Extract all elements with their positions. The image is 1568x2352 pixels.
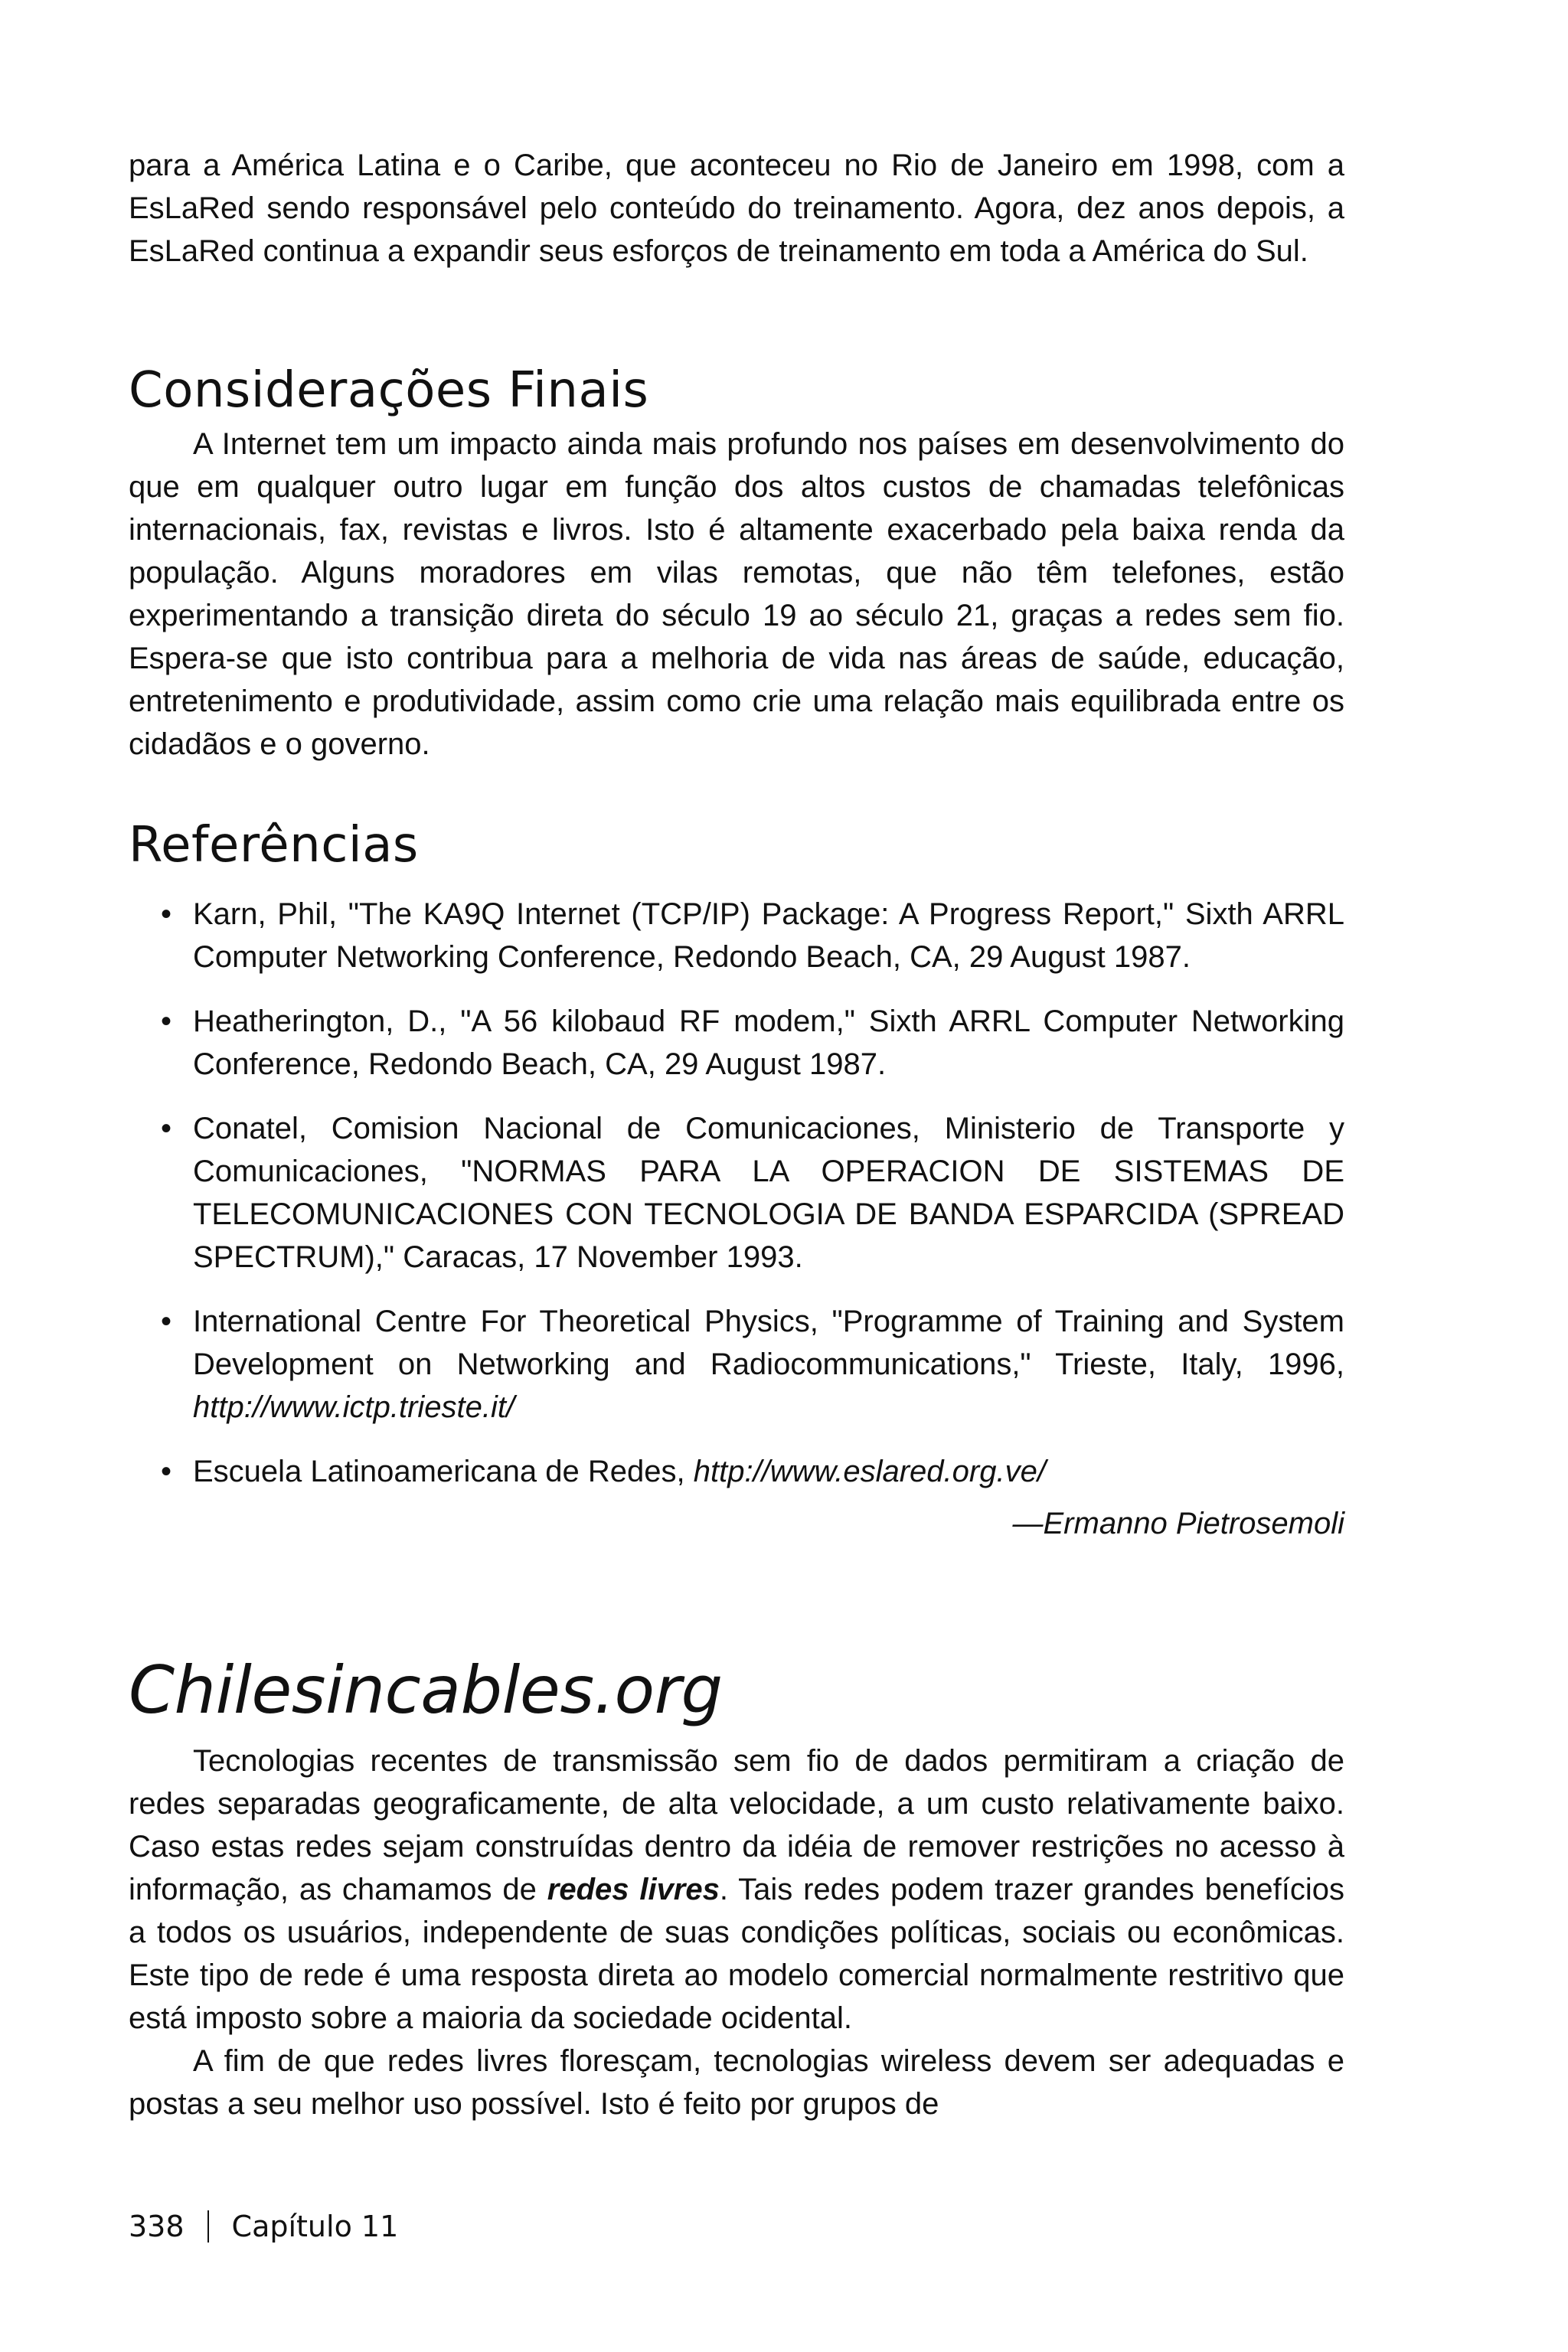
intro-section [129,144,1344,273]
bullet-icon: • [161,1455,172,1488]
reference-url: http://www.ictp.trieste.it/ [193,1390,515,1424]
reference-text: Escuela Latinoamericana de Redes, [193,1455,694,1488]
paragraph-text: Tecnologias recentes de transmissão sem fio de dados permitiram a criação de redes separadas geograficamente, de alta velocidade, a um custo relativamente baixo. Caso estas redes sejam construídas dentro da idéia de remover restrições no acesso à informação, as chamamos de [129,1744,1344,1906]
final-considerations-paragraph: A Internet tem um impacto ainda mais profundo nos países em desenvolvimento do que em qualquer outro lugar em função dos altos custos de chamadas telefônicas internacionais, fax, revistas e livros. Isto é altamente exacerbado pela baixa renda da população. Alguns moradores em vilas remotas, que não têm telefones, estão experimentando a transição direta do século 19 ao século 21, graças a redes sem fio. Espera-se que isto contribua para a melhoria de vida nas áreas de saúde, educação, entretenimento e produtividade, assim como crie uma relação mais equilibrada entre os cidadãos e o governo. [129,427,1344,761]
intro-paragraph: para a América Latina e o Caribe, que aconteceu no Rio de Janeiro em 1998, com a EsLaRed sendo responsável pelo conteúdo do treinamento. Agora, dez anos depois, a EsLaRed continua a expandir seus esforços de treinamento em toda a América do Sul. [129,149,1344,268]
reference-text: Conatel, Comision Nacional de Comunicaciones, Ministerio de Transporte y Comunicaciones, "NORMAS PARA LA OPERACION DE SISTEMAS DE TELECOMUNICACIONES CON TECNOLOGIA DE BANDA ESPARCIDA (SPREAD SPECTRUM)," Caracas, 17 November 1993. [193,1112,1344,1274]
reference-url: http://www.eslared.org.ve/ [693,1455,1046,1488]
bullet-icon: • [161,1112,172,1145]
reference-item [129,1107,1344,1279]
author-signature: —Ermanno Pietrosemoli [1012,1507,1344,1540]
references-section [129,815,1344,1545]
reference-text: International Centre For Theoretical Physics, "Programme of Training and System Development on Networking and Radiocommunications," Trieste, Italy, 1996, [193,1305,1344,1381]
bullet-icon: • [161,1004,172,1038]
chilesincables-paragraph-2: A fim de que redes livres floresçam, tecnologias wireless devem ser adequadas e postas a seu melhor uso possível. Isto é feito por grupos de [129,2044,1344,2121]
chilesincables-heading: Chilesincables.org [129,1652,723,1729]
bullet-icon: • [161,897,172,931]
references-list [129,893,1344,1493]
page-number: 338 [129,2210,185,2243]
reference-item [129,1000,1344,1086]
reference-text: Heatherington, D., "A 56 kilobaud RF modem," Sixth ARRL Computer Networking Conference, Redondo Beach, CA, 29 August 1987. [193,1004,1344,1081]
final-considerations-section [129,360,1344,766]
references-heading: Referências [129,817,419,874]
page-footer [129,2205,398,2248]
reference-text: Karn, Phil, "The KA9Q Internet (TCP/IP) Package: A Progress Report," Sixth ARRL Computer Networking Conference, Redondo Beach, CA, 29 August 1987. [193,897,1344,974]
reference-item [129,1450,1344,1493]
paragraph-text: . Tais redes podem trazer grandes benefícios a todos os usuários, independente de suas condições políticas, sociais ou econômicas. Este tipo de rede é uma resposta direta ao modelo comercial normalmente restritivo que está imposto sobre a maioria da sociedade ocidental. [129,1873,1344,2035]
bullet-icon: • [161,1305,172,1338]
chapter-label: Capítulo 11 [231,2210,399,2243]
chilesincables-section [129,1651,1344,2125]
emphasis-term: redes livres [547,1873,720,1906]
footer-divider [207,2210,209,2243]
reference-item [129,893,1344,978]
chilesincables-paragraph-1 [129,1740,1344,2040]
final-considerations-heading: Considerações Finais [129,362,649,419]
reference-item [129,1300,1344,1429]
